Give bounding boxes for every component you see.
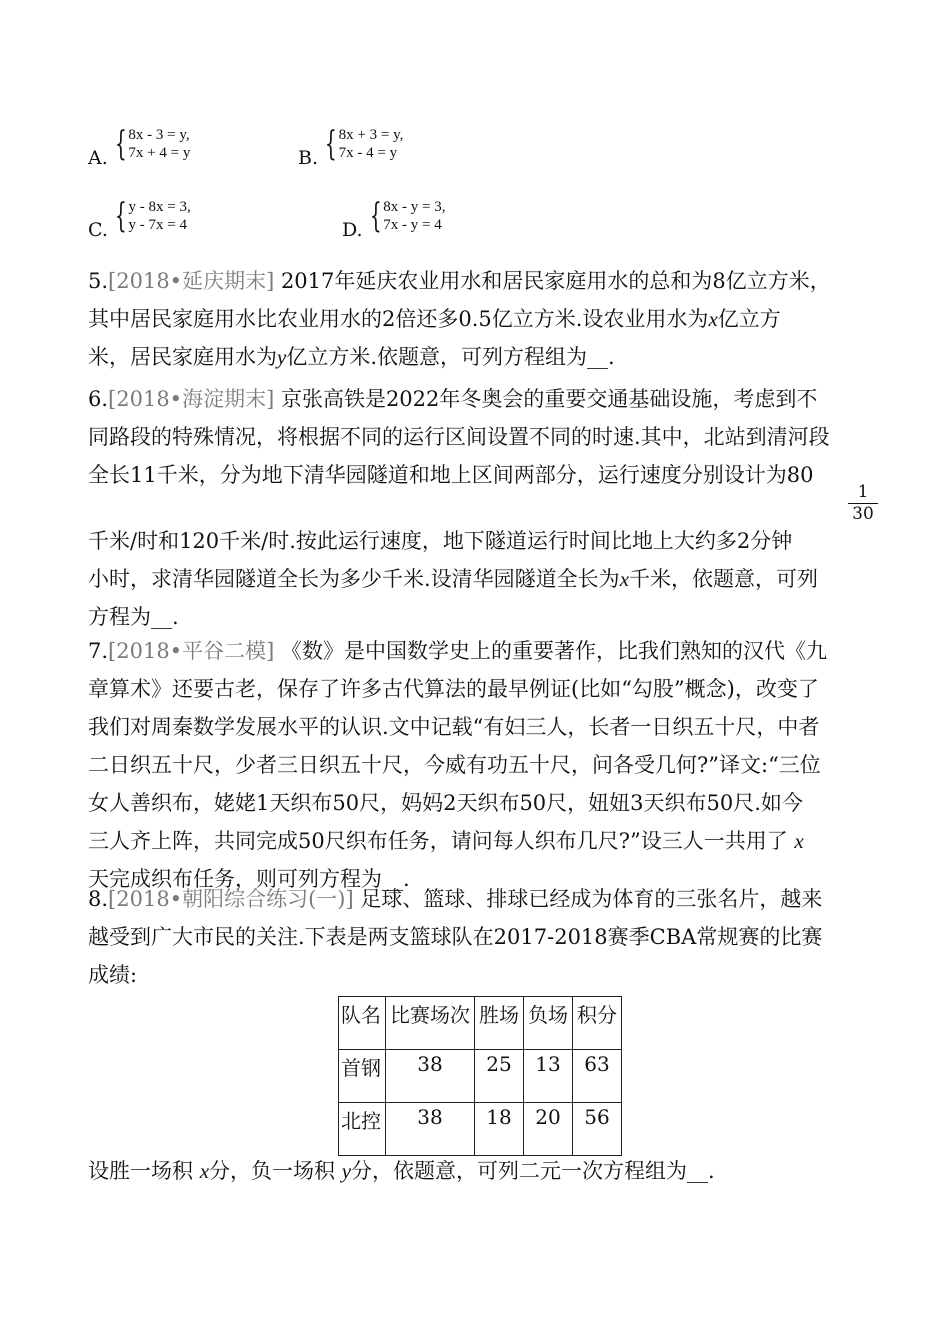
table-header-row bbox=[339, 997, 622, 1050]
question-line bbox=[88, 482, 878, 560]
question-text: 京张高铁是2022年冬奥会的重要交通基础设施，考虑到不 bbox=[274, 387, 818, 411]
question-line bbox=[88, 338, 878, 376]
table-row bbox=[339, 1103, 622, 1156]
question-number: 7. bbox=[88, 639, 109, 663]
question-text: 千米，依题意，可列 bbox=[629, 567, 819, 591]
question-text: 同路段的特殊情况，将根据不同的运行区间设置不同的时速.其中，北站到清河段 bbox=[88, 425, 830, 449]
question-text: 足球、篮球、排球已经成为体育的三张名片，越来 bbox=[353, 887, 823, 911]
question-text: 全长11千米，分为地下清华园隧道和地上区间两部分，运行速度分别设计为80 bbox=[88, 463, 814, 487]
question-text: 2017年延庆农业用水和居民家庭用水的总和为8亿立方米， bbox=[274, 269, 831, 293]
variable-y: y bbox=[341, 1159, 352, 1183]
table-header: 积分 bbox=[573, 997, 622, 1050]
question-line bbox=[88, 418, 878, 456]
variable-y: y bbox=[277, 345, 287, 369]
question-text: 米，居民家庭用水为 bbox=[88, 345, 277, 369]
table-cell: 63 bbox=[573, 1050, 622, 1103]
question-text: 设胜一场积 bbox=[88, 1159, 193, 1183]
question-line bbox=[88, 918, 878, 956]
fraction-numerator: 1 bbox=[848, 482, 878, 504]
equation-line: 7x - 4 = y bbox=[338, 145, 398, 161]
question-text: 我们对周秦数学发展水平的认识.文中记载“有妇三人，长者一日织五十尺，中者 bbox=[88, 715, 820, 739]
equation-line: 8x - y = 3, bbox=[383, 199, 446, 215]
question-text: 二日织五十尺，少者三日织五十尺，今威有功五十尺，问各受几何?”译文:“三位 bbox=[88, 753, 821, 777]
question-text: 分，负一场积 bbox=[209, 1159, 336, 1183]
variable-x: x bbox=[794, 829, 804, 853]
table-cell: 首钢 bbox=[339, 1050, 386, 1103]
question-number: 5. bbox=[88, 269, 109, 293]
source-tag: [2018•朝阳综合练习(一)] bbox=[108, 887, 354, 911]
equation-line: 8x + 3 = y, bbox=[338, 127, 404, 143]
equation-line: 7x - y = 4 bbox=[383, 217, 442, 233]
table-header: 比赛场次 bbox=[386, 997, 475, 1050]
question-text: 亿立方 bbox=[717, 307, 781, 331]
question-line bbox=[88, 822, 878, 860]
question-8 bbox=[88, 880, 878, 994]
option-letter: D. bbox=[342, 219, 363, 241]
question-5 bbox=[88, 262, 878, 376]
left-brace: { bbox=[114, 196, 127, 236]
option-c bbox=[88, 196, 191, 241]
question-text: 其中居民家庭用水比农业用水的2倍还多0.5亿立方米.设农业用水为 bbox=[88, 307, 709, 331]
question-text: 千米/时和120千米/时.按此运行速度，地下隧道运行时间比地上大约多2分钟 bbox=[88, 529, 793, 553]
variable-x: x bbox=[619, 567, 630, 591]
equation-line: 8x - 3 = y, bbox=[128, 127, 190, 143]
question-line bbox=[88, 560, 878, 598]
question-line bbox=[88, 880, 878, 918]
question-line bbox=[88, 598, 878, 636]
table-row bbox=[339, 1050, 622, 1103]
table-header: 胜场 bbox=[475, 997, 524, 1050]
question-text: 天完成织布任务，则可列方程为__. bbox=[88, 867, 410, 891]
option-d bbox=[342, 196, 446, 241]
question-text: 三人齐上阵，共同完成50尺织布任务，请问每人织布几尺?”设三人一共用了 bbox=[88, 829, 788, 853]
fraction bbox=[848, 482, 878, 524]
equation-system bbox=[110, 198, 191, 234]
question-line bbox=[88, 784, 878, 822]
source-tag: [2018•海淀期末] bbox=[108, 387, 275, 411]
table-cell: 38 bbox=[386, 1103, 475, 1156]
equation-system bbox=[110, 126, 191, 162]
left-brace: { bbox=[324, 124, 337, 164]
equation-line: 7x + 4 = y bbox=[128, 145, 191, 161]
question-line bbox=[88, 708, 878, 746]
left-brace: { bbox=[369, 196, 382, 236]
question-text: 分，依题意，可列二元一次方程组为__. bbox=[351, 1159, 715, 1183]
table-cell: 18 bbox=[475, 1103, 524, 1156]
question-line bbox=[88, 300, 878, 338]
question-line bbox=[88, 746, 878, 784]
question-text: 章算术》还要古老，保存了许多古代算法的最早例证(比如“勾股”概念)，改变了 bbox=[88, 677, 819, 701]
question-6 bbox=[88, 380, 878, 636]
table-cell: 25 bbox=[475, 1050, 524, 1103]
source-tag: [2018•平谷二模] bbox=[108, 639, 275, 663]
question-line bbox=[88, 670, 878, 708]
variable-x: x bbox=[199, 1159, 210, 1183]
table-cell: 56 bbox=[573, 1103, 622, 1156]
question-line bbox=[88, 380, 878, 418]
left-brace: { bbox=[114, 124, 127, 164]
option-letter: C. bbox=[88, 219, 108, 241]
option-letter: B. bbox=[298, 147, 319, 169]
question-text: 女人善织布，姥姥1天织布50尺，妈妈2天织布50尺，妞妞3天织布50尺.如今 bbox=[88, 791, 803, 815]
equation-line: y - 8x = 3, bbox=[128, 199, 191, 215]
table-cell: 38 bbox=[386, 1050, 475, 1103]
equation-system bbox=[365, 198, 446, 234]
option-letter: A. bbox=[88, 147, 108, 169]
variable-x: x bbox=[708, 307, 718, 331]
question-text: 亿立方米.依题意，可列方程组为__. bbox=[286, 345, 615, 369]
equation-line: y - 7x = 4 bbox=[128, 217, 188, 233]
question-line bbox=[88, 1152, 878, 1190]
question-line bbox=[88, 456, 878, 494]
question-text: 《数》是中国数学史上的重要著作，比我们熟知的汉代《九 bbox=[274, 639, 827, 663]
option-b bbox=[298, 124, 404, 169]
table-cell: 北控 bbox=[339, 1103, 386, 1156]
question-number: 8. bbox=[88, 887, 109, 911]
score-table bbox=[338, 996, 622, 1156]
option-a bbox=[88, 124, 191, 169]
table-header: 队名 bbox=[339, 997, 386, 1050]
question-text: 小时，求清华园隧道全长为多少千米.设清华园隧道全长为 bbox=[88, 567, 620, 591]
question-line bbox=[88, 632, 878, 670]
question-text: 越受到广大市民的关注.下表是两支篮球队在2017-2018赛季CBA常规赛的比赛 bbox=[88, 925, 823, 949]
question-8-tail bbox=[88, 1152, 878, 1190]
question-text: 成绩: bbox=[88, 963, 138, 987]
fraction-denominator: 30 bbox=[852, 504, 874, 524]
question-number: 6. bbox=[88, 387, 109, 411]
question-7 bbox=[88, 632, 878, 898]
source-tag: [2018•延庆期末] bbox=[108, 269, 275, 293]
question-line bbox=[88, 956, 878, 994]
equation-system bbox=[320, 126, 403, 162]
question-text: 方程为__. bbox=[88, 605, 179, 629]
table-header: 负场 bbox=[524, 997, 573, 1050]
table-cell: 13 bbox=[524, 1050, 573, 1103]
question-line bbox=[88, 262, 878, 300]
table-cell: 20 bbox=[524, 1103, 573, 1156]
